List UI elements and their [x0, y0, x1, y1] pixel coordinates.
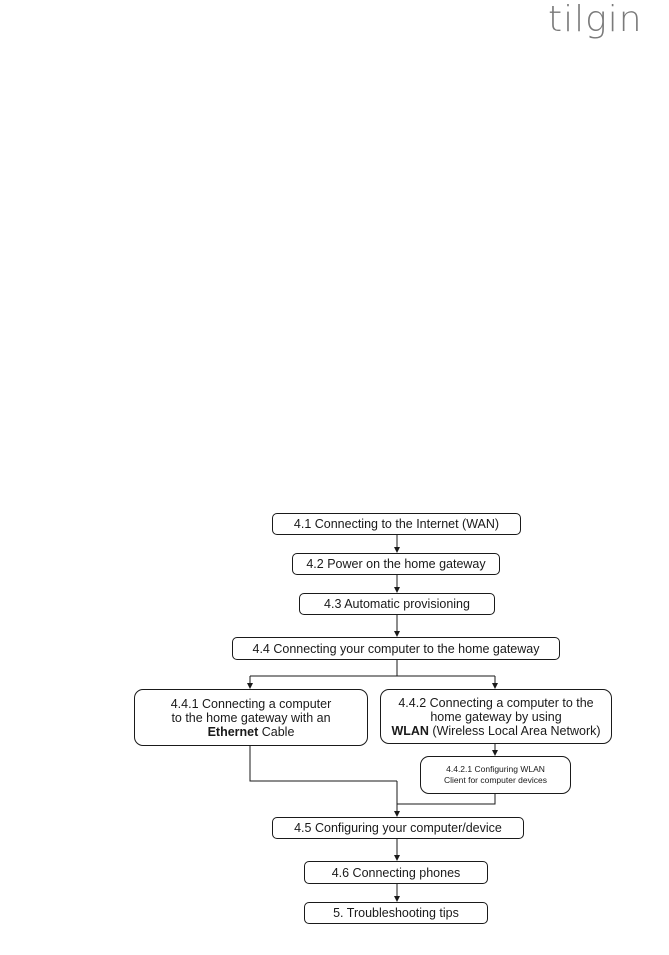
- step-4-4-box: [232, 637, 560, 660]
- step-4-2-box: [292, 553, 500, 575]
- step-4-4-1-tail: Cable: [258, 724, 295, 739]
- step-4-4-label: 4.4 Connecting your computer to the home gateway: [252, 641, 540, 656]
- step-5-label: 5. Troubleshooting tips: [333, 906, 459, 920]
- step-4-3-box: [299, 593, 495, 615]
- wlan-bold: WLAN: [391, 723, 429, 738]
- step-4-6-label: 4.6 Connecting phones: [331, 865, 461, 880]
- step-5-box: [304, 902, 488, 924]
- step-4-4-2-tail: (Wireless Local Area Network): [428, 723, 601, 738]
- step-4-1-label: 4.1 Connecting to the Internet (WAN): [293, 517, 500, 531]
- step-4-4-2-box: [380, 689, 612, 744]
- step-4-3-label: 4.3 Automatic provisioning: [324, 597, 470, 611]
- step-4-5-box: [272, 817, 524, 839]
- tilgin-logo: tilgin: [548, 0, 643, 40]
- step-4-4-1-line1: 4.4.1 Connecting a computer: [170, 696, 332, 711]
- step-4-4-2-line1: 4.4.2 Connecting a computer to the: [398, 695, 594, 710]
- step-4-6-box: [304, 861, 488, 884]
- step-4-4-2-line3: [391, 724, 600, 738]
- step-4-4-2-1-line2: Client for computer devices: [444, 775, 547, 785]
- step-4-4-2-1-box: [420, 756, 571, 794]
- line-4421-join: [397, 794, 495, 804]
- step-4-4-1-line3: [208, 725, 295, 739]
- line-441-join: [250, 745, 397, 781]
- step-4-4-1-box: [134, 689, 368, 746]
- step-4-5-label: 4.5 Configuring your computer/device: [294, 821, 502, 835]
- step-4-4-2-line2: home gateway by using: [430, 709, 562, 724]
- ethernet-bold: Ethernet: [207, 724, 259, 739]
- step-4-4-1-line2: to the home gateway with an: [171, 710, 331, 725]
- step-4-2-label: 4.2 Power on the home gateway: [306, 557, 486, 571]
- step-4-4-2-1-line1: 4.4.2.1 Configuring WLAN: [446, 764, 545, 774]
- step-4-1-box: [272, 513, 521, 535]
